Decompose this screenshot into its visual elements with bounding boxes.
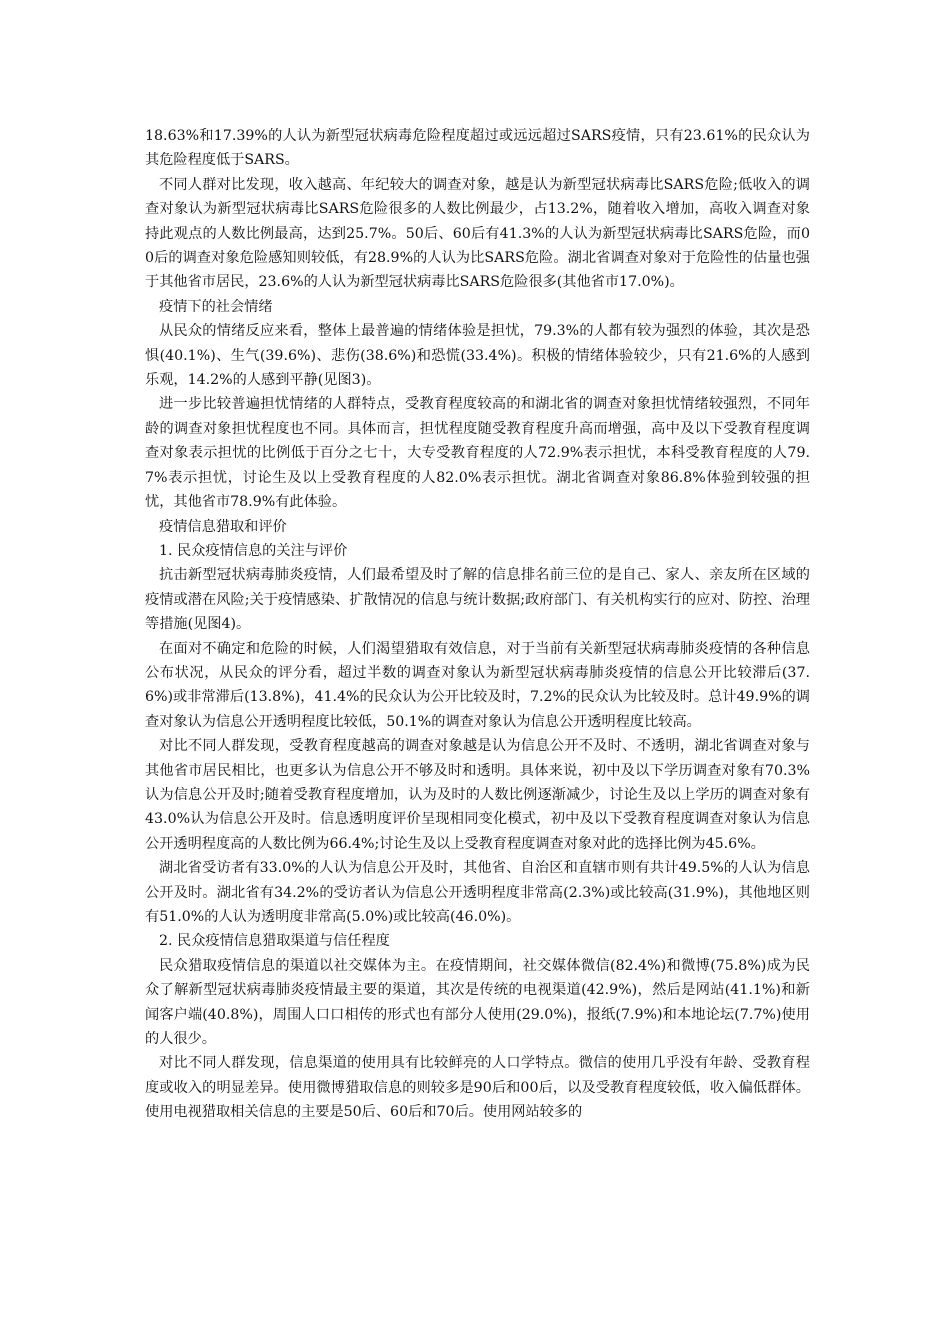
paragraph-sars-comparison: 18.63%和17.39%的人认为新型冠状病毒危险程度超过或远远超过SARS疫情，只有23.61%的民众认为其危险程度低于SARS。 [145,128,810,169]
paragraph-channels-demographics: 对比不同人群发现，信息渠道的使用具有比较鲜亮的人口学特点。微信的使用几乎没有年龄、受教育程度或收入的明显差异。使用微博猎取信息的则较多是90后和00后，以及受教育程度较低，收入偏低群体。使用电视猎取相关信息的主要是50后、60后和70后。使用网站较多的 [145,1055,810,1121]
paragraph-info-disclosure: 在面对不确定和危险的时候，人们渴望猎取有效信息，对于当前有关新型冠状病毒肺炎疫情的各种信息公布状况，从民众的评分看，超过半数的调查对象认为新型冠状病毒肺炎疫情的信息公开比较滞后(37.6%)或非常滞后(13.8%)，41.4%的民众认为公开比较及时，7.2%的民众认为比较及时。总计49.9%的调查对象认为信息公开透明程度比较低，50.1%的调查对象认为信息公开透明程度比较高。 [145,640,810,730]
paragraph-emotion-overview: 从民众的情绪反应来看，整体上最普遍的情绪体验是担忧，79.3%的人都有较为强烈的体验，其次是恐惧(40.1%)、生气(39.6%)、悲伤(38.6%)和恐慌(33.4%)。积极的情绪体验较少，只有21.6%的人感到乐观，14.2%的人感到平静(见图3)。 [145,323,810,389]
paragraph-education-comparison: 对比不同人群发现，受教育程度越高的调查对象越是认为信息公开不及时、不透明，湖北省调查对象与其他省市居民相比，也更多认为信息公开不够及时和透明。具体来说，初中及以下学历调查对象有70.3%认为信息公开及时;随着受教育程度增加，认为及时的人数比例逐渐减少，讨论生及以上学历的调查对象有43.0%认为信息公开及时。信息透明度评价呈现相同变化模式，初中及以下受教育程度调查对象认为信息公开透明程度高的人数比例为66.4%;讨论生及以上受教育程度调查对象对此的选择比例为45.6%。 [145,738,810,852]
subsection-heading-info-channels: 2. 民众疫情信息猎取渠道与信任程度 [159,933,390,950]
section-heading-social-emotion: 疫情下的社会情绪 [159,298,273,315]
paragraph-hubei-comparison: 湖北省受访者有33.0%的人认为信息公开及时，其他省、自治区和直辖市则有共计49.5%的人认为信息公开及时。湖北省有34.2%的受访者认为信息公开透明程度非常高(2.3%)或比较高(31.9%)，其他地区则有51.0%的人认为透明度非常高(5.0%)或比较高(46.0%)。 [145,860,810,925]
paragraph-info-priorities: 抗击新型冠状病毒肺炎疫情，人们最希望及时了解的信息排名前三位的是自己、家人、亲友所在区域的疫情或潜在风险;关于疫情感染、扩散情况的信息与统计数据;政府部门、有关机构实行的应对、防控、治理等措施(见图4)。 [145,567,810,633]
subsection-heading-info-attention: 1. 民众疫情信息的关注与评价 [159,542,348,559]
document-body [145,124,810,1125]
paragraph-worry-groups: 进一步比较普遍担忧情绪的人群特点，受教育程度较高的和湖北省的调查对象担忧情绪较强烈，不同年龄的调查对象担忧程度也不同。具体而言，担忧程度随受教育程度升高而增强，高中及以下受教育程度调查对象表示担忧的比例低于百分之七十，大专受教育程度的人72.9%表示担忧，本科受教育程度的人79.7%表示担忧，讨论生及以上受教育程度的人82.0%表示担忧。湖北省调查对象86.8%体验到较强的担忧，其他省市78.9%有此体验。 [145,396,810,511]
paragraph-group-comparison: 不同人群对比发现，收入越高、年纪较大的调查对象，越是认为新型冠状病毒比SARS危险;低收入的调查对象认为新型冠状病毒比SARS危险很多的人数比例最少，占13.2%，随着收入增加，高收入调查对象持此观点的人数比例最高，达到25.7%。50后、60后有41.3%的人认为新型冠状病毒比SARS危险，而00后的调查对象危险感知则较低，有28.9%的人认为比SARS危险。湖北省调查对象对于危险性的估量也强于其他省市居民，23.6%的人认为新型冠状病毒比SARS危险很多(其他省市17.0%)。 [145,176,810,291]
section-heading-info-acquisition: 疫情信息猎取和评价 [159,518,287,535]
paragraph-channels-overview: 民众猎取疫情信息的渠道以社交媒体为主。在疫情期间，社交媒体微信(82.4%)和微博(75.8%)成为民众了解新型冠状病毒肺炎疫情最主要的渠道，其次是传统的电视渠道(42.9%)，然后是网站(41.1%)和新闻客户端(40.8%)，周围人口口相传的形式也有部分人使用(29.0%)，报纸(7.9%)和本地论坛(7.7%)使用的人很少。 [145,957,810,1048]
